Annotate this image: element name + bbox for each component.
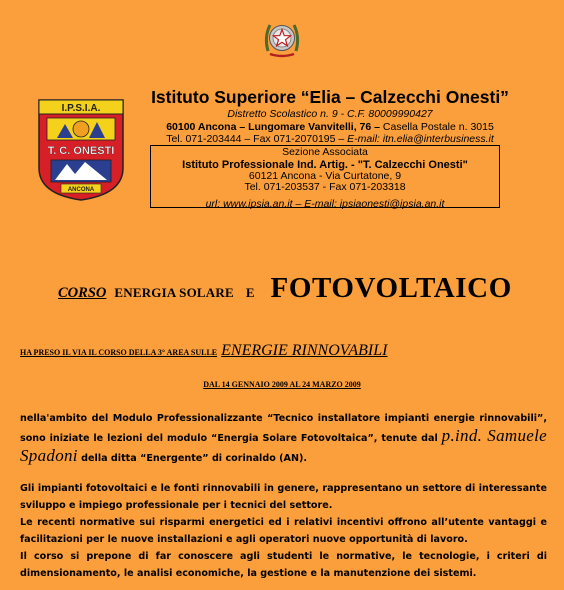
section-phones: Tel. 071-203537 - Fax 071-203318	[244, 181, 406, 193]
intro-text-after: della ditta “Energente” di corinaldo (AN).	[77, 453, 307, 464]
announcement-small: HA PRESO IL VIA IL CORSO DELLA 3° AREA SULLE	[20, 348, 218, 357]
course-fotovoltaico: FOTOVOLTAICO	[270, 272, 512, 304]
course-dates: DAL 14 GENNAIO 2009 AL 24 MARZO 2009	[203, 380, 361, 389]
email-main: E-mail: itn.elia@interbusiness.it	[344, 133, 494, 145]
phones-line	[150, 133, 510, 146]
announcement-line	[20, 342, 387, 360]
section-title: Istituto Professionale Ind. Artig. - "T. Calzecchi Onesti"	[182, 158, 468, 171]
paragraph-intro	[20, 410, 547, 467]
course-word: CORSO	[58, 285, 107, 301]
address-line	[150, 121, 510, 134]
address-bold: 60100 Ancona – Lungomare Vanvitelli, 76 –	[166, 120, 380, 133]
paragraph-description	[20, 480, 547, 582]
description-line-3: Il corso si prepone di far conoscere agli studenti le normative, le tecnologie, i criteri di dimensionamento, le analisi economiche, la gestione e la manutenzione dei sistemi.	[20, 551, 547, 579]
section-label: Sezione Associata	[282, 146, 368, 158]
logo-bottom-text: ANCONA	[67, 187, 95, 193]
institute-title: Istituto Superiore “Elia – Calzecchi Onesti”	[151, 87, 509, 107]
course-e: E	[245, 285, 255, 300]
course-energia-solare: ENERGIA SOLARE	[114, 285, 234, 300]
instructor-name: p.ind. Samuele Spadoni	[20, 426, 547, 465]
institute-header	[150, 87, 510, 146]
description-line-2: Le recenti normative sui risparmi energetici ed i relativi incentivi offrono all’utente vantaggi e facilitazioni per le nuove installazioni e agli operatori nuove opportunità di lavoro.	[20, 517, 547, 545]
logo-name-text: T. C. ONESTI	[47, 145, 115, 157]
site-line: url: www.ipsia.an.it – E-mail: ipsiaonesti@ipsia.an.it	[205, 198, 445, 210]
intro-text-before: nella'ambito del Modulo Professionalizzante “Tecnico installatore impianti energie rinnovabili”, sono iniziate le lezioni del modulo “Energia Solare Fotovoltaica”, tenute dal	[20, 413, 547, 444]
section-address: 60121 Ancona - Via Curtatone, 9	[248, 169, 402, 182]
school-logo	[37, 98, 125, 202]
announcement-big: ENERGIE RINNOVABILI	[221, 342, 388, 359]
logo-top-text: I.P.S.I.A.	[61, 103, 101, 114]
address-rest: Casella Postale n. 3015	[379, 120, 494, 133]
italian-republic-emblem-icon	[262, 17, 302, 59]
phones: Tel. 071-203444 – Fax 071-2070195 –	[166, 133, 345, 145]
district-line: Distretto Scolastico n. 9 - C.F. 80009990427	[227, 108, 433, 120]
course-heading	[58, 272, 512, 305]
description-line-1: Gli impianti fotovoltaici e le fonti rinnovabili in genere, rappresentano un settore di interessante sviluppo e impiego professionale per i tecnici del settore.	[20, 483, 547, 511]
